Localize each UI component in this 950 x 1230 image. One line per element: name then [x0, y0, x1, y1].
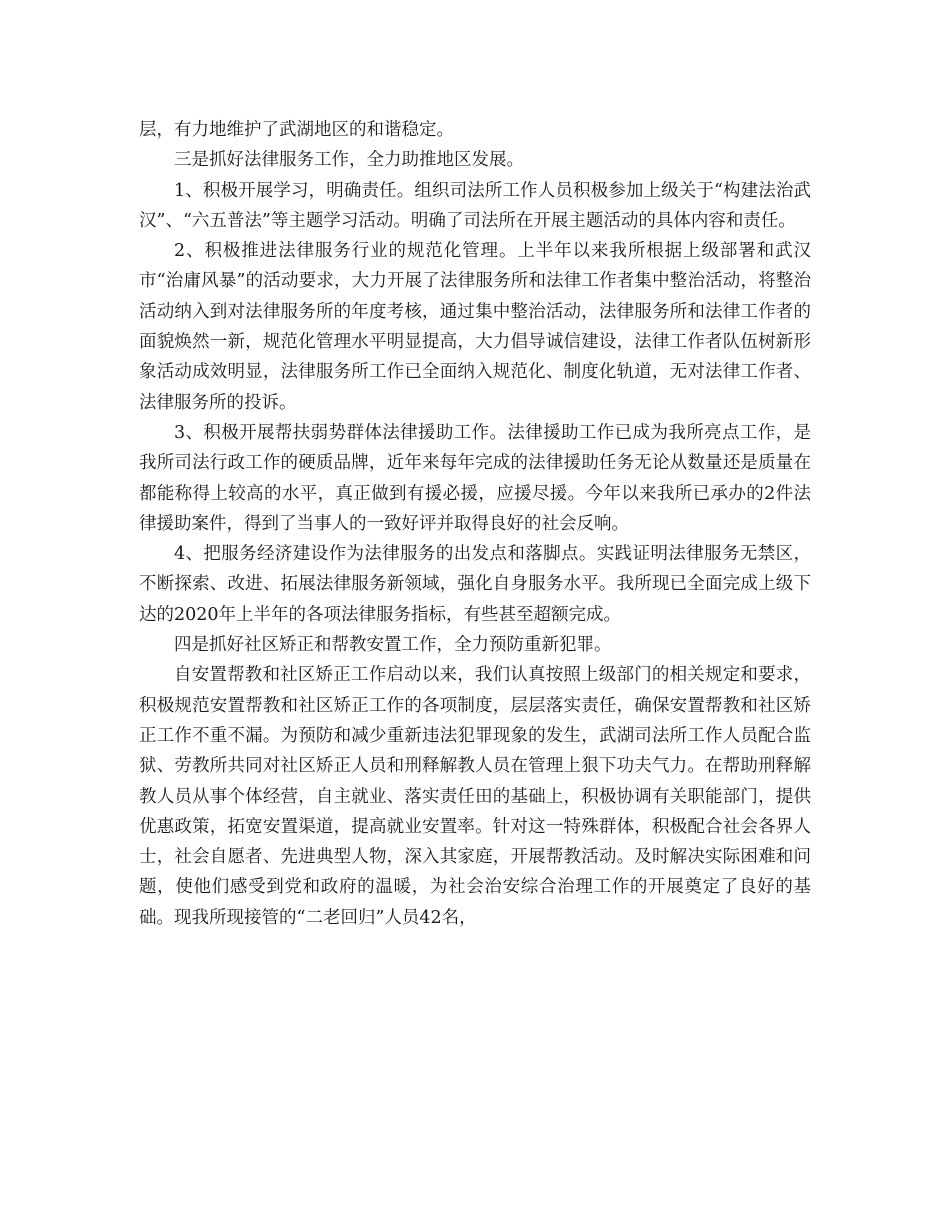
paragraph-item-2: 2、积极推进法律服务行业的规范化管理。上半年以来我所根据上级部署和武汉市“治庸风暴”的活动要求，大力开展了法律服务所和法律工作者集中整治活动，将整治活动纳入到对法律服务所的年度考核，通过集中整治活动，法律服务所和法律工作者的面貌焕然一新，规范化管理水平明显提高，大力倡导诚信建设，法律工作者队伍树新形象活动成效明显，法律服务所工作已全面纳入规范化、制度化轨道，无对法律工作者、法律服务所的投诉。 — [139, 241, 811, 413]
paragraph-item-1: 1、积极开展学习，明确责任。组织司法所工作人员积极参加上级关于“构建法治武汉”、“六五普法”等主题学习活动。明确了司法所在开展主题活动的具体内容和责任。 — [139, 180, 811, 231]
paragraph-continuation: 层，有力地维护了武湖地区的和谐稳定。 — [139, 120, 454, 140]
document-body — [139, 115, 811, 933]
section-heading-community-correction: 四是抓好社区矫正和帮教安置工作，全力预防重新犯罪。 — [174, 635, 612, 656]
paragraph-item-4: 4、把服务经济建设作为法律服务的出发点和落脚点。实践证明法律服务无禁区，不断探索、改进、拓展法律服务新领域，强化自身服务水平。我所现已全面完成上级下达的2020年上半年的各项法律服务指标，有些甚至超额完成。 — [139, 544, 811, 625]
paragraph-community-correction: 自安置帮教和社区矫正工作启动以来，我们认真按照上级部门的相关规定和要求，积极规范安置帮教和社区矫正工作的各项制度，层层落实责任，确保安置帮教和社区矫正工作不重不漏。为预防和减少重新违法犯罪现象的发生，武湖司法所工作人员配合监狱、劳教所共同对社区矫正人员和刑释解教人员在管理上狠下功夫气力。在帮助刑释解教人员从事个体经营，自主就业、落实责任田的基础上，积极协调有关职能部门，提供优惠政策，拓宽安置渠道，提高就业安置率。针对这一特殊群体，积极配合社会各界人士，社会自愿者、先进典型人物，深入其家庭，开展帮教活动。及时解决实际困难和问题，使他们感受到党和政府的温暖，为社会治安综合治理工作的开展奠定了良好的基础。现我所现接管的“二老回归”人员42名， — [139, 665, 811, 928]
paragraph-item-3: 3、积极开展帮扶弱势群体法律援助工作。法律援助工作已成为我所亮点工作，是我所司法行政工作的硬质品牌，近年来每年完成的法律援助任务无论从数量还是质量在都能称得上较高的水平，真正做到有援必援，应援尽援。今年以来我所已承办的2件法律援助案件，得到了当事人的一致好评并取得良好的社会反响。 — [139, 422, 811, 534]
section-heading-legal-services: 三是抓好法律服务工作，全力助推地区发展。 — [174, 150, 524, 171]
